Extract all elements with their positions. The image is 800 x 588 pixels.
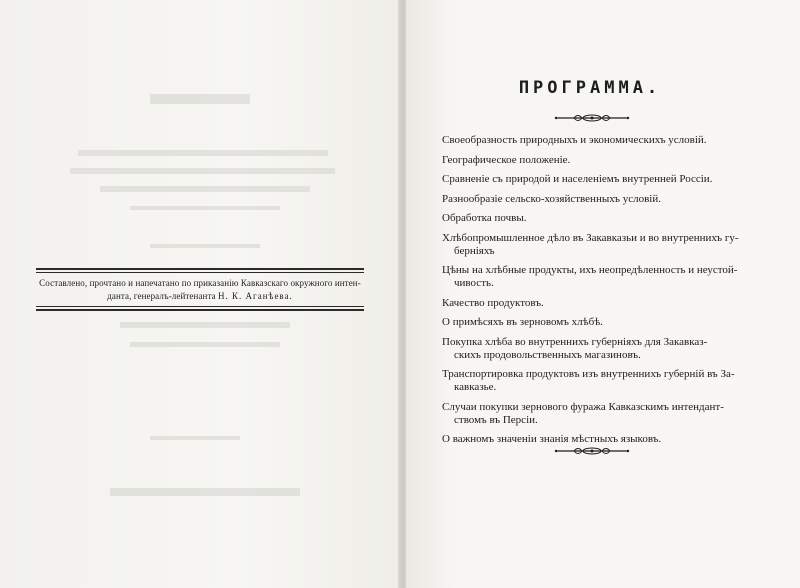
bleed-through-mark (130, 342, 280, 347)
imprint-author-name: Н. К. Аганѣева. (218, 291, 293, 301)
imprint-line-2a: данта, генералъ-лейтенанта (107, 291, 219, 301)
bleed-through-mark (120, 322, 290, 328)
imprint-text (36, 277, 364, 303)
program-item: Обработка почвы. (442, 212, 527, 224)
program-item: Сравненіе съ природой и населеніемъ внутренней Россіи. (442, 173, 713, 185)
program-item: О примѣсяхъ въ зерновомъ хлѣбѣ. (442, 316, 603, 328)
program-item: Географическое положеніе. (442, 153, 571, 166)
imprint-line-1: Составлено, прочтано и напечатано по приказанію Кавказскаго окружного интен- (39, 278, 361, 288)
bleed-through-mark (78, 150, 328, 156)
program-item: Хлѣбопромышленное дѣло въ Закавказьи и во внутреннихъ гу- берніяхъ (442, 231, 739, 257)
program-title: ПРОГРАММА. (518, 78, 662, 98)
bleed-through-mark (150, 244, 260, 248)
imprint-top-rule-thin (36, 272, 364, 273)
bleed-through-mark (150, 436, 240, 440)
program-item: Своеобразность природныхъ и экономическихъ условій. (442, 134, 707, 146)
program-item: Транспортировка продуктовъ изъ внутреннихъ губерній въ За- кавказье. (442, 368, 735, 393)
bleed-through-mark (100, 186, 310, 192)
closing-ornament-icon (552, 444, 632, 458)
program-item: Случаи покупки зернового фуража Кавказскимъ интендант- ствомъ въ Персіи. (442, 400, 724, 426)
bleed-through-mark (130, 206, 280, 210)
program-item: О важномъ значеніи знанія мѣстныхъ языковъ. (442, 433, 662, 445)
program-item: Цѣны на хлѣбные продукты, ихъ неопредѣленность и неустой- чивость. (442, 264, 738, 289)
bleed-through-mark (70, 168, 335, 174)
imprint-top-rule-thick (36, 268, 364, 270)
program-item: Покупка хлѣба во внутреннихъ губерніяхъ для Закавказ- скихъ продовольственныхъ магазиновъ. (442, 335, 708, 361)
bleed-through-mark (110, 488, 300, 496)
program-item: Качество продуктовъ. (442, 296, 544, 309)
imprint-box (36, 268, 364, 313)
program-item: Разнообразіе сельско-хозяйственныхъ условій. (442, 192, 661, 205)
bleed-through-mark (150, 94, 250, 104)
imprint-bottom-rule-thin (36, 306, 364, 307)
title-ornament-icon (552, 111, 632, 125)
imprint-bottom-rule-thick (36, 309, 364, 311)
program-list (442, 134, 758, 453)
